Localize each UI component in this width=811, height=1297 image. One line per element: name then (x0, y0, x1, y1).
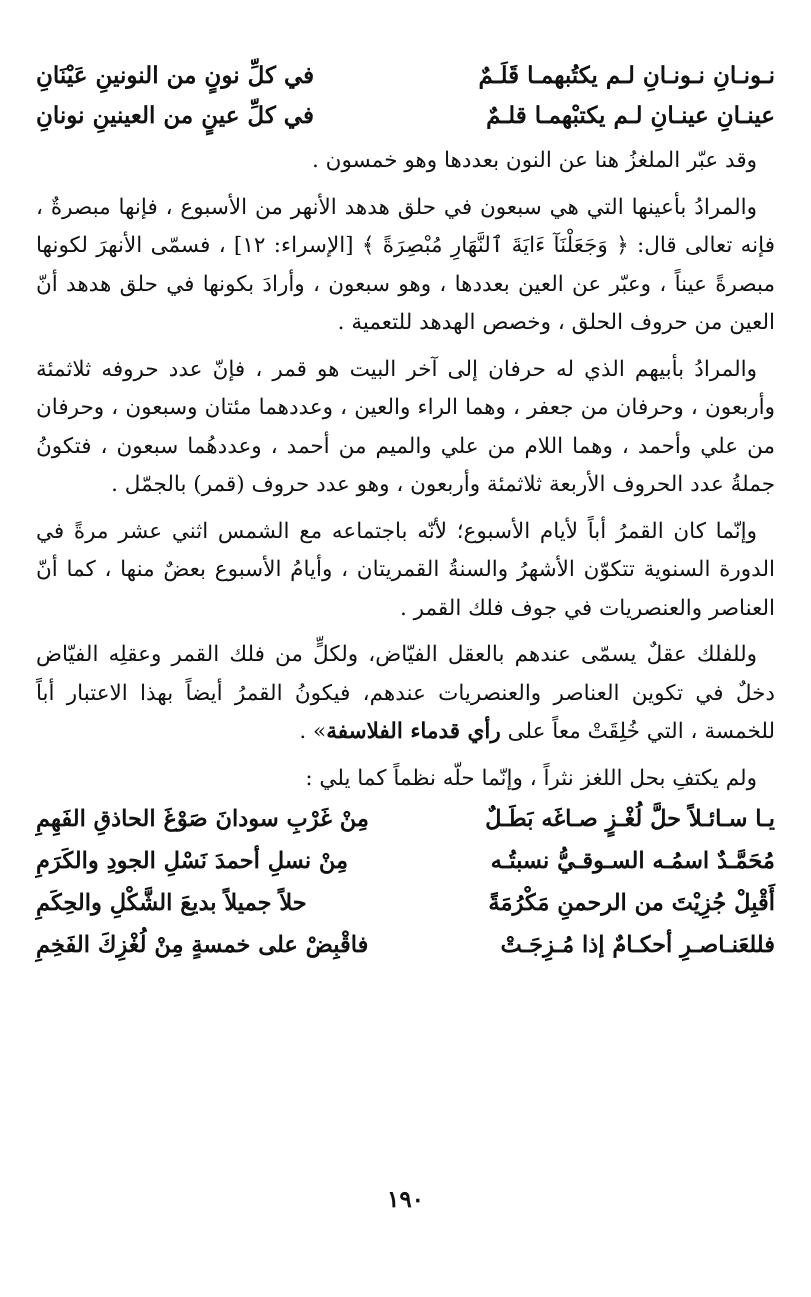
verse-first-hemistich: أَقْبِلْ جُزِيْتَ من الرحمنِ مَكْرُمَةً (488, 890, 775, 916)
verse-first-hemistich: مُحَمَّـدٌ اسمُـه السـوقـيُّ نسبتُـه (490, 848, 775, 874)
page-number: ١٩٠ (386, 1186, 425, 1213)
verse-first-hemistich: يـا سـائـلاً حلَّ لُغْـزٍ صـاغَه بَطَـلٌ (485, 806, 775, 832)
verse-line (36, 62, 775, 102)
verse-line (36, 890, 775, 932)
verse-second-hemistich: في كلِّ عينٍ من العينينِ نونانِ (36, 102, 314, 129)
verse-first-hemistich: عينـانِ عينـانِ لـم يكتبْهمـا قلـمٌ (486, 102, 775, 129)
paragraph-text: » . (299, 719, 327, 744)
paragraph-eyes-explanation (36, 189, 775, 343)
emphasized-text: رأي قدماء الفلاسفة (326, 719, 501, 744)
paragraph-nun-explanation: وقد عبّر الملغزُ هنا عن النون بعددها وهو خمسون . (312, 148, 757, 173)
verse-first-hemistich: نـونـانِ نـونـانِ لـم يكتُبهمـا قَلَـمٌ (478, 62, 775, 89)
top-verses (36, 62, 775, 142)
document-page (36, 62, 775, 1297)
paragraph-father-explanation: والمرادُ بأبيهم الذي له حرفان إلى آخر البيت هو قمر ، فإنّ عدد حروفه ثلاثمئة وأربعون ، وحرفان من جعفر ، وهما الراء والعين ، وعددهما مئتان وسبعون ، وحرفان من علي وأحمد ، وهما اللام من علي والميم من أحمد ، وعددهُما سبعون ، فتكونُ جملةُ عدد الحروف الأربعة ثلاثمئة وأربعون ، وهو عدد حروف (قمر) بالجمّل . (36, 356, 775, 497)
verse-second-hemistich: مِنْ غَرْبِ سودانَ صَوْغَ الحاذقِ الفَهِمِ (36, 806, 369, 832)
paragraph-text: والمرادُ بأعينها التي هي سبعون في حلق هدهد الأنهر من الأسبوع ، فإنها مبصرةٌ ، فإنه تعالى قال: (36, 194, 775, 258)
paragraph-text: [الإسراء: ١٢] ، فسمّى الأنهرَ لكونها مبصرةً عيناً ، وعبّر عن العين بعددها ، وهو سبعون ، وأرادَ بكونها في حلق هدهد أنّ العين من حروف الحلق ، وخصص الهدهد للتعمية . (36, 233, 775, 335)
quran-quote: ﴿ وَجَعَلْنَآ ءَايَةَ ٱلنَّهَارِ مُبْصِرَةً ﴾ (361, 233, 629, 258)
paragraph-poem-intro: ولم يكتفِ بحل اللغز نثراً ، وإنّما حلّه نظماً كما يلي : (305, 765, 757, 791)
verse-second-hemistich: حلاً جميلاً بديعَ الشَّكْلِ والحِكَمِ (36, 890, 307, 916)
paragraph-moon-explanation: وإنّما كان القمرُ أباً لأيام الأسبوع؛ لأنّه باجتماعه مع الشمس اثني عشر مرةً في الدورة السنوية تتكوّن الأشهرُ والسنةُ القمريتان ، وأيامُ الأسبوع بعضٌ منها ، كما أنّ العناصر والعنصريات في جوف فلك القمر . (36, 518, 775, 621)
paragraph-intellect-explanation (36, 636, 775, 752)
verse-second-hemistich: فاقْبِضْ على خمسةٍ مِنْ لُغْزِكَ الفَخِمِ (36, 932, 369, 958)
verse-line (36, 806, 775, 848)
verse-first-hemistich: فللعَنـاصـرِ أحكـامٌ إذا مُـزِجَـتْ (500, 932, 775, 958)
verse-line (36, 102, 775, 142)
verse-second-hemistich: مِنْ نسلِ أحمدَ نَسْلِ الجودِ والكَرَمِ (36, 848, 349, 874)
solution-poem (36, 806, 775, 974)
verse-line (36, 848, 775, 890)
verse-line (36, 932, 775, 974)
paragraph-text: وللفلك عقلٌ يسمّى عندهم بالعقل الفيّاض، ولكلٍّ من فلك القمر وعقلِه الفيّاض دخلٌ في تكوين العناصر والعنصريات عندهم، فيكونُ القمرُ أيضاً بهذا الاعتبار أباً للخمسة ، التي خُلِقَتْ معاً على (36, 642, 775, 744)
verse-second-hemistich: في كلِّ نونٍ من النونينِ عَيْنَانِ (36, 62, 315, 89)
